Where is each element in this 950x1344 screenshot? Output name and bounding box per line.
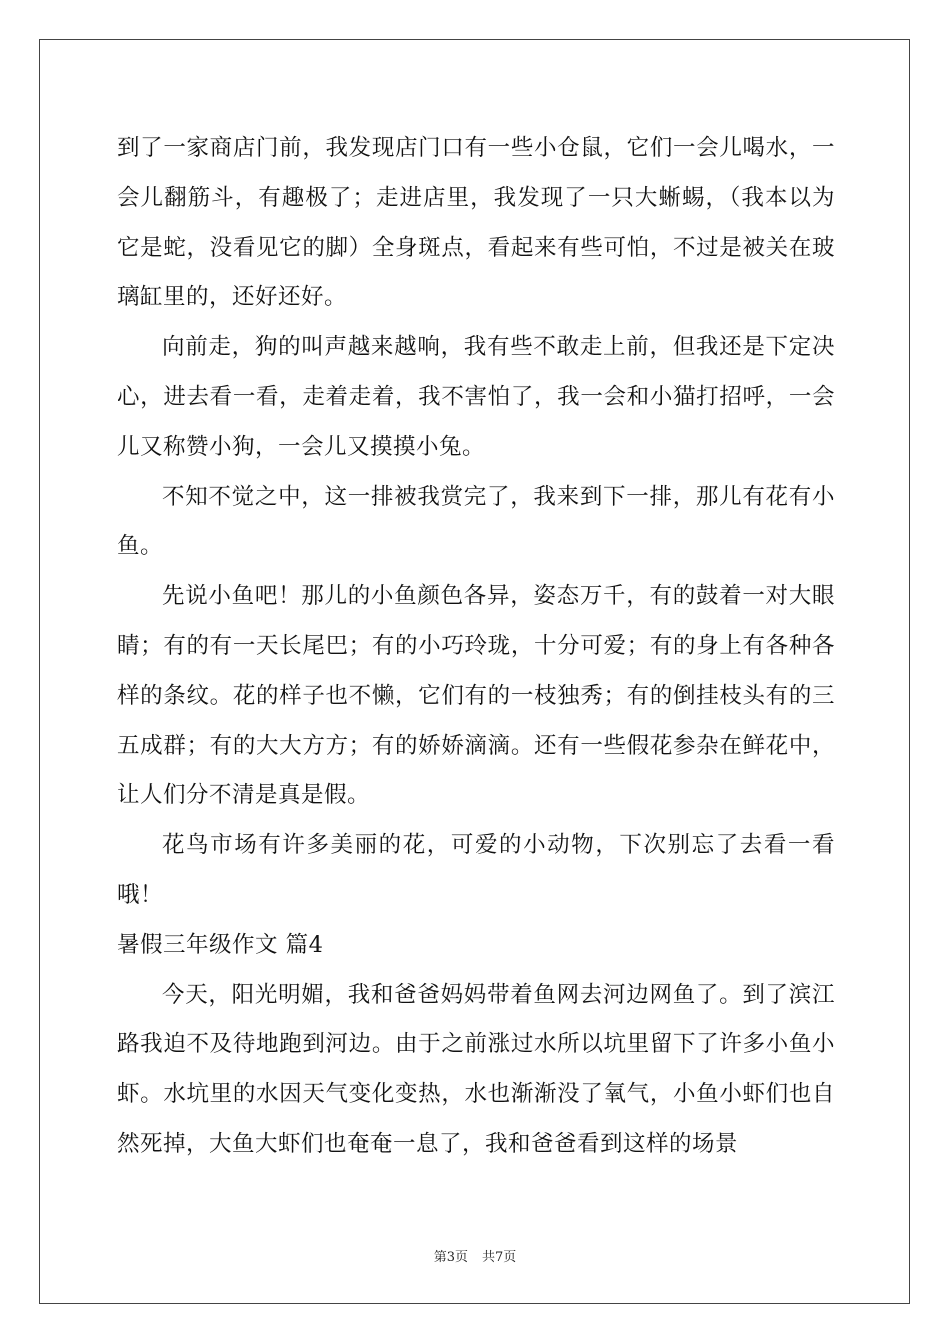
page-total: 共7页 <box>482 1250 517 1265</box>
document-body <box>117 124 835 1170</box>
paragraph-3: 不知不觉之中，这一排被我赏完了，我来到下一排，那儿有花有小鱼。 <box>117 483 835 560</box>
page-number: 第3页 <box>433 1250 468 1265</box>
paragraph-2: 向前走，狗的叫声越来越响，我有些不敢走上前，但我还是下定决心，进去看一看，走着走着，我不害怕了，我一会和小猫打招呼，一会儿又称赞小狗，一会儿又摸摸小兔。 <box>117 334 835 460</box>
paragraph-1: 到了一家商店门前，我发现店门口有一些小仓鼠，它们一会儿喝水，一会儿翻筋斗，有趣极了；走进店里，我发现了一只大蜥蜴，（我本以为它是蛇，没看见它的脚）全身斑点，看起来有些可怕，不过是被关在玻璃缸里的，还好还好。 <box>117 135 835 311</box>
paragraph-5: 花鸟市场有许多美丽的花，可爱的小动物，下次别忘了去看一看哦！ <box>117 832 835 908</box>
paragraph-4: 先说小鱼吧！那儿的小鱼颜色各异，姿态万千，有的鼓着一对大眼睛；有的有一天长尾巴；有的小巧玲珑，十分可爱；有的身上有各种各样的条纹。花的样子也不懒，它们有的一枝独秀；有的倒挂枝头有的三五成群；有的大大方方；有的娇娇滴滴。还有一些假花参杂在鲜花中，让人们分不清是真是假。 <box>117 583 835 809</box>
page-footer <box>0 1246 950 1265</box>
section-heading: 暑假三年级作文 篇4 <box>117 931 324 958</box>
paragraph-6: 今天，阳光明媚，我和爸爸妈妈带着鱼网去河边网鱼了。到了滨江路我迫不及待地跑到河边。由于之前涨过水所以坑里留下了许多小鱼小虾。水坑里的水因天气变化变热，水也渐渐没了氧气，小鱼小虾们也自然死掉，大鱼大虾们也奄奄一息了，我和爸爸看到这样的场景 <box>117 981 835 1157</box>
